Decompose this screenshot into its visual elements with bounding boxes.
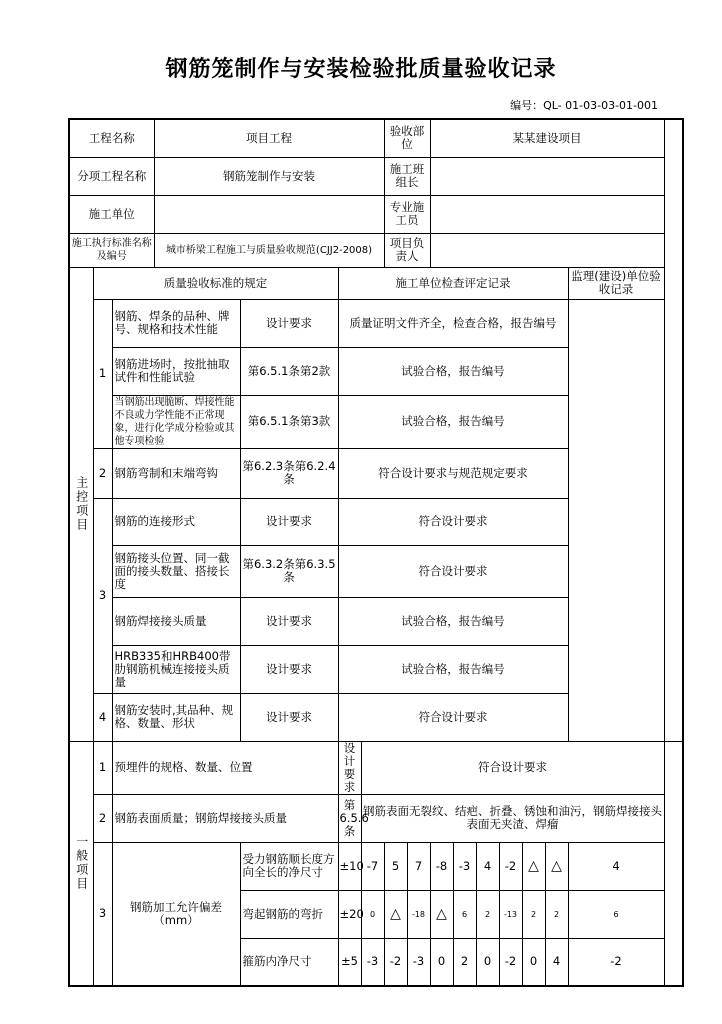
item-result: 符合设计要求与规范规定要求 — [338, 448, 568, 498]
item-description: 钢筋焊接接头质量 — [112, 597, 240, 645]
acceptance-part-label: 验收部位 — [384, 119, 430, 157]
item-requirement: 第6.3.2条第6.3.5条 — [240, 545, 338, 597]
measured-value: -3 — [453, 842, 476, 890]
measured-value: 7 — [407, 842, 430, 890]
item-requirement: 设计要求 — [240, 299, 338, 347]
item-description: 钢筋进场时，按批抽取试件和性能试验 — [112, 347, 240, 395]
document-title: 钢筋笼制作与安装检验批质量验收记录 — [165, 57, 557, 82]
item-requirement: 第6.5.1条第3款 — [240, 395, 338, 448]
measured-value: 4 — [476, 842, 499, 890]
standard-label: 施工执行标准名称及编号 — [69, 233, 154, 267]
measured-value: -3 — [361, 938, 384, 986]
item-result: 质量证明文件齐全，检查合格，报告编号 — [338, 299, 568, 347]
standard-value: 城市桥梁工程施工与质量验收规范(CJJ2-2008) — [154, 233, 384, 267]
warning-triangle-icon: △ — [522, 842, 545, 890]
item-requirement: 设计要求 — [240, 498, 338, 545]
item-requirement: 设计要求 — [240, 645, 338, 693]
item-result: 符合设计要求 — [361, 741, 664, 794]
supervision-general-value — [664, 741, 683, 986]
construction-unit-label: 施工单位 — [69, 195, 154, 233]
item-result: 试验合格，报告编号 — [338, 395, 568, 448]
item-number: 3 — [93, 498, 112, 693]
item-result: 试验合格，报告编号 — [338, 597, 568, 645]
standard-column-header: 质量验收标准的规定 — [93, 267, 338, 299]
item-number: 4 — [93, 693, 112, 741]
measured-value: 6 — [453, 890, 476, 938]
tolerance-item-name: 箍筋内净尺寸 — [240, 938, 338, 986]
item-result: 符合设计要求 — [338, 498, 568, 545]
project-manager-label: 项目负责人 — [384, 233, 430, 267]
document-code: 编号：QL- 01-03-03-01-001 — [510, 99, 658, 112]
check-column-header: 施工单位检查评定记录 — [338, 267, 568, 299]
tolerance-item-name: 受力钢筋顺长度方向全长的净尺寸 — [240, 842, 338, 890]
team-leader-label: 施工班组长 — [384, 157, 430, 195]
item-number: 1 — [93, 299, 112, 448]
measured-value: -2 — [568, 938, 664, 986]
measured-value: 5 — [384, 842, 407, 890]
item-number: 2 — [93, 448, 112, 498]
item-description: 钢筋接头位置、同一截面的接头数量、搭接长度 — [112, 545, 240, 597]
item-result: 试验合格，报告编号 — [338, 645, 568, 693]
measured-value: 0 — [522, 938, 545, 986]
measured-value: 6 — [568, 890, 664, 938]
item-requirement: 第6.5.1条第2款 — [240, 347, 338, 395]
warning-triangle-icon: △ — [545, 842, 568, 890]
item-description: 钢筋表面质量；钢筋焊接接头质量 — [112, 794, 338, 842]
measured-value: 2 — [522, 890, 545, 938]
measured-value: 2 — [545, 890, 568, 938]
item-description: 钢筋、焊条的品种、牌号、规格和技术性能 — [112, 299, 240, 347]
measured-value: -2 — [499, 938, 522, 986]
item-result: 符合设计要求 — [338, 545, 568, 597]
measured-value: 0 — [430, 938, 453, 986]
warning-triangle-icon: △ — [430, 890, 453, 938]
sub-project-label: 分项工程名称 — [69, 157, 154, 195]
item-result: 钢筋表面无裂纹、结疤、折叠、锈蚀和油污，钢筋焊接接头表面无夹渣、焊瘤 — [361, 794, 664, 842]
worker-value — [430, 195, 664, 233]
item-result: 符合设计要求 — [338, 693, 568, 741]
item-requirement: 设计要求 — [338, 741, 361, 794]
measured-value: 4 — [568, 842, 664, 890]
project-name-label: 工程名称 — [69, 119, 154, 157]
measured-value: -13 — [499, 890, 522, 938]
main-items-label: 主控项目 — [69, 267, 93, 741]
item-number: 2 — [93, 794, 112, 842]
construction-unit-value — [154, 195, 384, 233]
project-manager-value — [430, 233, 664, 267]
measured-value: -2 — [499, 842, 522, 890]
project-name-value: 项目工程 — [154, 119, 384, 157]
team-leader-value — [430, 157, 664, 195]
measured-value: 0 — [476, 938, 499, 986]
measured-value: -3 — [407, 938, 430, 986]
measured-value: -18 — [407, 890, 430, 938]
item-number: 3 — [93, 842, 112, 986]
sub-project-value: 钢筋笼制作与安装 — [154, 157, 384, 195]
supervision-main-value — [568, 299, 664, 741]
measured-value: -7 — [361, 842, 384, 890]
item-description: 钢筋弯制和末端弯钩 — [112, 448, 240, 498]
tolerance-group-label: 钢筋加工允许偏差（mm） — [112, 842, 240, 986]
item-number: 1 — [93, 741, 112, 794]
measured-value: -2 — [384, 938, 407, 986]
tolerance-limit: ±20 — [338, 890, 361, 938]
item-requirement: 设计要求 — [240, 597, 338, 645]
inspection-table — [68, 118, 684, 987]
item-requirement: 第6.5.6条 — [338, 794, 361, 842]
measured-value: 4 — [545, 938, 568, 986]
item-description: 钢筋的连接形式 — [112, 498, 240, 545]
measured-value: 2 — [476, 890, 499, 938]
supervision-column-header: 监理(建设)单位验收记录 — [568, 267, 664, 299]
item-result: 试验合格，报告编号 — [338, 347, 568, 395]
tolerance-limit: ±10 — [338, 842, 361, 890]
general-items-label: 一般项目 — [69, 741, 93, 986]
measured-value: 0 — [361, 890, 384, 938]
worker-label: 专业施工员 — [384, 195, 430, 233]
item-description: HRB335和HRB400带肋钢筋机械连接接头质量 — [112, 645, 240, 693]
acceptance-part-value: 某某建设项目 — [430, 119, 664, 157]
item-requirement: 设计要求 — [240, 693, 338, 741]
item-requirement: 第6.2.3条第6.2.4条 — [240, 448, 338, 498]
tolerance-item-name: 弯起钢筋的弯折 — [240, 890, 338, 938]
item-description: 预埋件的规格、数量、位置 — [112, 741, 338, 794]
item-description: 钢筋安装时,其品种、规格、数量、形状 — [112, 693, 240, 741]
warning-triangle-icon: △ — [384, 890, 407, 938]
item-description: 当钢筋出现脆断、焊接性能不良或力学性能不正常现象，进行化学成分检验或其他专项检验 — [112, 395, 240, 448]
tolerance-limit: ±5 — [338, 938, 361, 986]
measured-value: 2 — [453, 938, 476, 986]
measured-value: -8 — [430, 842, 453, 890]
